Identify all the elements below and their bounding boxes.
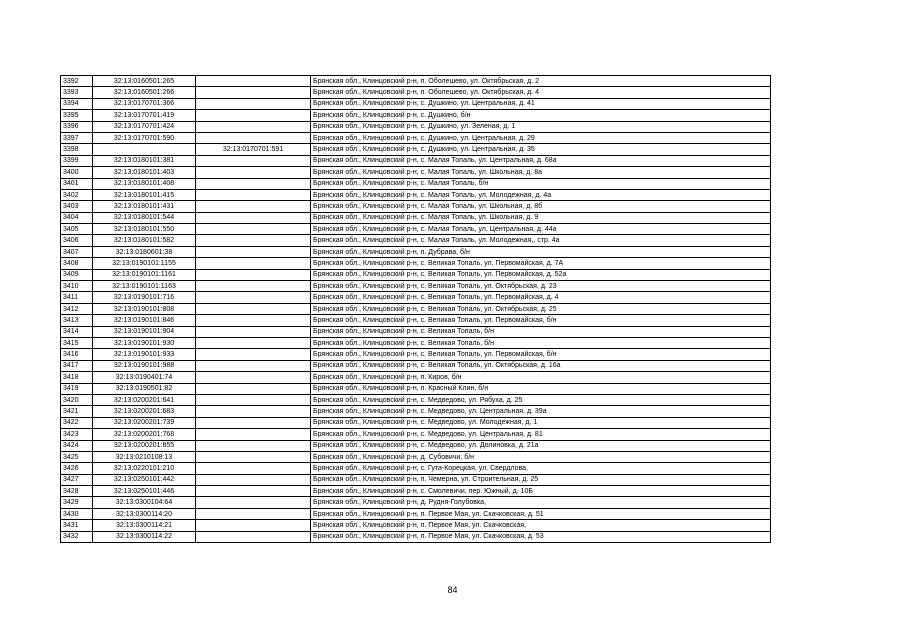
address-cell: Брянская обл., Клинцовский р-н, п. Красный Клин, б/н (311, 383, 771, 394)
row-number-cell: 3428 (61, 486, 93, 497)
table-row (61, 337, 771, 348)
table-row (61, 486, 771, 497)
address-cell: Брянская обл., Клинцовский р-н, с. Медведово, ул. Центральная, д. 81 (311, 429, 771, 440)
cadastral-number-cell: 32:13:0200201:641 (93, 394, 196, 405)
table-row (61, 372, 771, 383)
table-row (61, 303, 771, 314)
address-cell: Брянская обл., Клинцовский р-н, п. Оболешево, ул. Октябрьская, д. 4 (311, 87, 771, 98)
table-row (61, 224, 771, 235)
address-cell: Брянская обл., Клинцовский р-н, с. Душкино, ул. Зеленая, д. 1 (311, 121, 771, 132)
table-row (61, 87, 771, 98)
address-cell: Брянская обл., Клинцовский р-н, с. Великая Топаль, б/н (311, 326, 771, 337)
row-number-cell: 3417 (61, 360, 93, 371)
row-number-cell: 3416 (61, 349, 93, 360)
cadastral-number-cell: 32:13:0250101:446 (93, 486, 196, 497)
table-row (61, 326, 771, 337)
row-number-cell: 3403 (61, 201, 93, 212)
previous-cadastral-number-cell (196, 121, 311, 132)
previous-cadastral-number-cell (196, 349, 311, 360)
address-cell: Брянская обл., Клинцовский р-н, с. Великая Топаль, ул. Первомайская, д. 4 (311, 292, 771, 303)
cadastral-number-cell: 32:13:0190101:716 (93, 292, 196, 303)
cadastral-number-cell: 32:13:0190101:930 (93, 337, 196, 348)
table-row (61, 98, 771, 109)
row-number-cell: 3425 (61, 451, 93, 462)
previous-cadastral-number-cell (196, 212, 311, 223)
previous-cadastral-number-cell (196, 132, 311, 143)
row-number-cell: 3393 (61, 87, 93, 98)
table-row (61, 451, 771, 462)
previous-cadastral-number-cell (196, 110, 311, 121)
table-row (61, 201, 771, 212)
address-cell: Брянская обл., Клинцовский р-н, с. Великая Топаль, ул. Первомайская, б/н (311, 315, 771, 326)
address-cell: Брянская обл., Клинцовский р-н, п. Первое Мая, ул. Скачковская, (311, 520, 771, 531)
table-row (61, 520, 771, 531)
address-cell: Брянская обл., Клинцовский р-н, с. Душкино, ул. Центральная, д. 29 (311, 132, 771, 143)
row-number-cell: 3429 (61, 497, 93, 508)
previous-cadastral-number-cell (196, 486, 311, 497)
table-row (61, 269, 771, 280)
row-number-cell: 3431 (61, 520, 93, 531)
cadastral-number-cell: 32:13:0190101:846 (93, 315, 196, 326)
address-cell: Брянская обл., Клинцовский р-н, с. Душкино, ул. Центральная, д. 35 (311, 144, 771, 155)
cadastral-number-cell (93, 144, 196, 155)
previous-cadastral-number-cell (196, 315, 311, 326)
table-row (61, 167, 771, 178)
address-cell: Брянская обл., Клинцовский р-н, с. Великая Топаль, ул. Первомайская, д. 52а (311, 269, 771, 280)
previous-cadastral-number-cell (196, 292, 311, 303)
previous-cadastral-number-cell (196, 383, 311, 394)
table-row (61, 144, 771, 155)
address-cell: Брянская обл., Клинцовский р-н, с. Малая Топаль, ул. Школьная, д. 9 (311, 212, 771, 223)
cadastral-number-cell: 32:13:0300114:20 (93, 508, 196, 519)
address-cell: Брянская обл., Клинцовский р-н, с. Великая Топаль, ул. Первомайская, б/н (311, 349, 771, 360)
cadastral-number-cell: 32:13:0170701:424 (93, 121, 196, 132)
previous-cadastral-number-cell (196, 303, 311, 314)
cadastral-number-cell: 32:13:0190101:1155 (93, 258, 196, 269)
table-row (61, 406, 771, 417)
address-cell: Брянская обл., Клинцовский р-н, с. Великая Топаль, ул. Первомайская, д. 7А (311, 258, 771, 269)
address-cell: Брянская обл., Клинцовский р-н, с. Великая Топаль, ул. Октябрьская, д. 23 (311, 281, 771, 292)
cadastral-number-cell: 32:13:0160501:266 (93, 87, 196, 98)
row-number-cell: 3401 (61, 178, 93, 189)
row-number-cell: 3414 (61, 326, 93, 337)
table-row (61, 292, 771, 303)
row-number-cell: 3430 (61, 508, 93, 519)
row-number-cell: 3412 (61, 303, 93, 314)
address-cell: Брянская обл., Клинцовский р-н, с. Малая Топаль, ул. Молодежная,, стр. 4а (311, 235, 771, 246)
row-number-cell: 3419 (61, 383, 93, 394)
row-number-cell: 3399 (61, 155, 93, 166)
cadastral-number-cell: 32:13:0170701:419 (93, 110, 196, 121)
address-cell: Брянская обл., Клинцовский р-н, с. Великая Топаль, ул. Октябрьская, д. 25 (311, 303, 771, 314)
row-number-cell: 3407 (61, 246, 93, 257)
row-number-cell: 3405 (61, 224, 93, 235)
page-number: 84 (447, 585, 458, 595)
address-cell: Брянская обл., Клинцовский р-н, с. Душкино, ул. Центральная, д. 41 (311, 98, 771, 109)
previous-cadastral-number-cell (196, 98, 311, 109)
previous-cadastral-number-cell (196, 246, 311, 257)
row-number-cell: 3411 (61, 292, 93, 303)
table-row (61, 155, 771, 166)
cadastral-number-cell: 32:13:0300104:64 (93, 497, 196, 508)
cadastral-number-cell: 32:13:0180101:408 (93, 178, 196, 189)
cadastral-number-cell: 32:13:0170701:590 (93, 132, 196, 143)
cadastral-number-cell: 32:13:0160501:265 (93, 76, 196, 87)
table-row (61, 497, 771, 508)
table-row (61, 315, 771, 326)
cadastral-number-cell: 32:13:0200201:739 (93, 417, 196, 428)
row-number-cell: 3432 (61, 531, 93, 542)
address-cell: Брянская обл., Клинцовский р-н, с. Гута-Корецкая, ул. Свердлова, (311, 463, 771, 474)
address-cell: Брянская обл., Клинцовский р-н, с. Душкино, б/н (311, 110, 771, 121)
cadastral-number-cell: 32:13:0200201:683 (93, 406, 196, 417)
table-row (61, 360, 771, 371)
table-row (61, 429, 771, 440)
previous-cadastral-number-cell (196, 531, 311, 542)
previous-cadastral-number-cell (196, 269, 311, 280)
table-row (61, 463, 771, 474)
row-number-cell: 3396 (61, 121, 93, 132)
row-number-cell: 3408 (61, 258, 93, 269)
cadastral-number-cell: 32:13:0190101:808 (93, 303, 196, 314)
address-cell: Брянская обл., Клинцовский р-н, с. Смолевичи, пер. Южный, д. 10Б (311, 486, 771, 497)
table-row (61, 417, 771, 428)
cadastral-number-cell: 32:13:0170701:366 (93, 98, 196, 109)
previous-cadastral-number-cell (196, 429, 311, 440)
previous-cadastral-number-cell (196, 76, 311, 87)
cadastral-number-cell: 32:13:0300114:22 (93, 531, 196, 542)
cadastral-number-cell: 32:13:0190101:988 (93, 360, 196, 371)
previous-cadastral-number-cell: 32:13:0170701:591 (196, 144, 311, 155)
previous-cadastral-number-cell (196, 463, 311, 474)
address-cell: Брянская обл., Клинцовский р-н, с. Малая Топаль, ул. Центральная, д. 44а (311, 224, 771, 235)
cadastral-number-cell: 32:13:0180101:431 (93, 201, 196, 212)
row-number-cell: 3420 (61, 394, 93, 405)
table-row (61, 132, 771, 143)
cadastral-number-cell: 32:13:0250101:442 (93, 474, 196, 485)
address-cell: Брянская обл., Клинцовский р-н, с. Малая Топаль, ул. Центральная, д. 68а (311, 155, 771, 166)
cadastral-number-cell: 32:13:0180101:550 (93, 224, 196, 235)
row-number-cell: 3410 (61, 281, 93, 292)
address-cell: Брянская обл., Клинцовский р-н, п. Дубрава, б/н (311, 246, 771, 257)
previous-cadastral-number-cell (196, 337, 311, 348)
address-cell: Брянская обл., Клинцовский р-н, с. Медведово, ул. Центральная, д. 39а (311, 406, 771, 417)
previous-cadastral-number-cell (196, 520, 311, 531)
address-cell: Брянская обл., Клинцовский р-н, п. Чемерна, ул. Строительная, д. 25 (311, 474, 771, 485)
row-number-cell: 3406 (61, 235, 93, 246)
table-row (61, 440, 771, 451)
cadastral-number-cell: 32:13:0180101:582 (93, 235, 196, 246)
row-number-cell: 3421 (61, 406, 93, 417)
address-cell: Брянская обл., Клинцовский р-н, п. Киров, б/н (311, 372, 771, 383)
address-cell: Брянская обл., Клинцовский р-н, с. Великая Топаль, б/н (311, 337, 771, 348)
address-cell: Брянская обл., Клинцовский р-н, с. Медведово, ул. Долиновка, д. 21а (311, 440, 771, 451)
previous-cadastral-number-cell (196, 155, 311, 166)
previous-cadastral-number-cell (196, 167, 311, 178)
previous-cadastral-number-cell (196, 406, 311, 417)
cadastral-number-cell: 32:13:0190101:933 (93, 349, 196, 360)
cadastral-number-cell: 32:13:0190101:1163 (93, 281, 196, 292)
table-row (61, 235, 771, 246)
address-cell: Брянская обл., Клинцовский р-н, д. Субовичи, б/н (311, 451, 771, 462)
previous-cadastral-number-cell (196, 508, 311, 519)
previous-cadastral-number-cell (196, 394, 311, 405)
cadastral-number-cell: 32:13:0180101:403 (93, 167, 196, 178)
address-cell: Брянская обл., Клинцовский р-н, с. Медведово, ул. Молодежная, д. 1 (311, 417, 771, 428)
address-cell: Брянская обл., Клинцовский р-н, с. Великая Топаль, ул. Октябрьская, д. 16а (311, 360, 771, 371)
row-number-cell: 3397 (61, 132, 93, 143)
previous-cadastral-number-cell (196, 440, 311, 451)
table-row (61, 474, 771, 485)
cadastral-number-cell: 32:13:0190501:82 (93, 383, 196, 394)
previous-cadastral-number-cell (196, 497, 311, 508)
previous-cadastral-number-cell (196, 451, 311, 462)
table-row (61, 349, 771, 360)
registry-table (60, 75, 771, 543)
row-number-cell: 3426 (61, 463, 93, 474)
cadastral-number-cell: 32:13:0200201:855 (93, 440, 196, 451)
row-number-cell: 3400 (61, 167, 93, 178)
row-number-cell: 3394 (61, 98, 93, 109)
row-number-cell: 3395 (61, 110, 93, 121)
previous-cadastral-number-cell (196, 224, 311, 235)
address-cell: Брянская обл., Клинцовский р-н, д. Рудня-Голубовка, (311, 497, 771, 508)
table-row (61, 258, 771, 269)
cadastral-number-cell: 32:13:0190101:1161 (93, 269, 196, 280)
previous-cadastral-number-cell (196, 474, 311, 485)
row-number-cell: 3418 (61, 372, 93, 383)
address-cell: Брянская обл., Клинцовский р-н, с. Малая Топаль, ул. Школьная, д. 8б (311, 201, 771, 212)
cadastral-number-cell: 32:13:0190101:904 (93, 326, 196, 337)
table-row (61, 383, 771, 394)
previous-cadastral-number-cell (196, 201, 311, 212)
table-row (61, 394, 771, 405)
registry-table-body (61, 76, 771, 543)
row-number-cell: 3398 (61, 144, 93, 155)
table-row (61, 189, 771, 200)
table-row (61, 281, 771, 292)
row-number-cell: 3415 (61, 337, 93, 348)
cadastral-number-cell: 32:13:0180101:544 (93, 212, 196, 223)
table-row (61, 246, 771, 257)
previous-cadastral-number-cell (196, 178, 311, 189)
previous-cadastral-number-cell (196, 360, 311, 371)
row-number-cell: 3392 (61, 76, 93, 87)
table-row (61, 76, 771, 87)
cadastral-number-cell: 32:13:0180101:415 (93, 189, 196, 200)
cadastral-number-cell: 32:13:0220101:210 (93, 463, 196, 474)
address-cell: Брянская обл., Клинцовский р-н, п. Первое Мая, ул. Скачковская, д. 53 (311, 531, 771, 542)
table-row (61, 121, 771, 132)
address-cell: Брянская обл., Клинцовский р-н, с. Малая Топаль, б/н (311, 178, 771, 189)
table-row (61, 178, 771, 189)
previous-cadastral-number-cell (196, 326, 311, 337)
row-number-cell: 3409 (61, 269, 93, 280)
address-cell: Брянская обл., Клинцовский р-н, п. Оболешево, ул. Октябрьская, д. 2 (311, 76, 771, 87)
cadastral-number-cell: 32:13:0200201:768 (93, 429, 196, 440)
address-cell: Брянская обл., Клинцовский р-н, с. Малая Топаль, ул. Молодежная, д. 4а (311, 189, 771, 200)
previous-cadastral-number-cell (196, 258, 311, 269)
table-row (61, 212, 771, 223)
previous-cadastral-number-cell (196, 87, 311, 98)
cadastral-number-cell: 32:13:0180601:38 (93, 246, 196, 257)
address-cell: Брянская обл., Клинцовский р-н, с. Медведово, ул. Рябуха, д. 25 (311, 394, 771, 405)
table-row (61, 531, 771, 542)
previous-cadastral-number-cell (196, 189, 311, 200)
row-number-cell: 3427 (61, 474, 93, 485)
row-number-cell: 3402 (61, 189, 93, 200)
previous-cadastral-number-cell (196, 235, 311, 246)
cadastral-number-cell: 32:13:0190401:74 (93, 372, 196, 383)
row-number-cell: 3422 (61, 417, 93, 428)
row-number-cell: 3423 (61, 429, 93, 440)
table-row (61, 110, 771, 121)
table-row (61, 508, 771, 519)
cadastral-number-cell: 32:13:0180101:381 (93, 155, 196, 166)
previous-cadastral-number-cell (196, 281, 311, 292)
address-cell: Брянская обл., Клинцовский р-н, п. Первое Мая, ул. Скачковская, д. 51 (311, 508, 771, 519)
row-number-cell: 3404 (61, 212, 93, 223)
previous-cadastral-number-cell (196, 372, 311, 383)
cadastral-number-cell: 32:13:0300114:21 (93, 520, 196, 531)
cadastral-number-cell: 32:13:0210108:13 (93, 451, 196, 462)
row-number-cell: 3413 (61, 315, 93, 326)
previous-cadastral-number-cell (196, 417, 311, 428)
row-number-cell: 3424 (61, 440, 93, 451)
address-cell: Брянская обл., Клинцовский р-н, с. Малая Топаль, ул. Школьная, д. 8а (311, 167, 771, 178)
